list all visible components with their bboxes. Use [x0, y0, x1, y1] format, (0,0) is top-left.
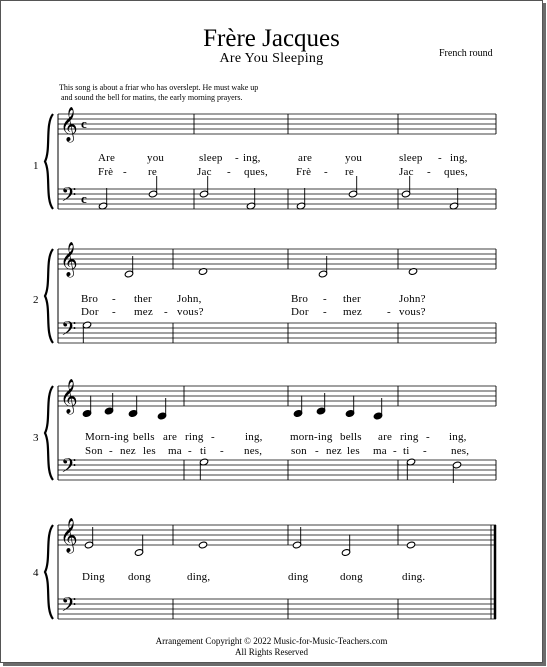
lyric-syllable: re [345, 166, 354, 178]
song-subtitle: Are You Sleeping [219, 51, 324, 66]
bass-clef-icon: 𝄢 [61, 317, 77, 345]
lyric-syllable: - [123, 166, 127, 178]
lyric-syllable: John? [399, 293, 426, 305]
bass-clef-icon: 𝄢 [61, 454, 77, 482]
lyric-syllable: - [323, 293, 327, 305]
lyric-syllable: - [427, 166, 431, 178]
lyric-syllable: vous? [177, 306, 204, 318]
lyric-syllable: morn-ing [290, 431, 333, 443]
system-number-4: 4 [33, 567, 39, 579]
lyric-syllable: mez [134, 306, 153, 318]
lyric-syllable: - [109, 445, 113, 457]
lyric-syllable: ti [403, 445, 410, 457]
bass-clef-icon: 𝄢 [61, 183, 77, 211]
rights-line: All Rights Reserved [235, 647, 308, 657]
lyric-syllable: nes, [244, 445, 263, 457]
lyric-syllable: ques, [444, 166, 468, 178]
grand-staff-brace [45, 386, 53, 480]
lyric-syllable: - [220, 445, 224, 457]
treble-clef-icon: 𝄞 [60, 242, 78, 277]
lyric-syllable: - [426, 431, 430, 443]
lyric-syllable: Jac [197, 166, 212, 178]
lyric-syllable: ing, [245, 431, 263, 443]
lyric-syllable: ther [134, 293, 152, 305]
music-score [1, 1, 542, 662]
lyric-syllable: - [235, 152, 239, 164]
lyric-syllable: ring [400, 431, 419, 443]
treble-clef-icon: 𝄞 [60, 379, 78, 414]
system-number-1: 1 [33, 160, 39, 172]
lyric-syllable: - [324, 166, 328, 178]
lyric-syllable: Frè [296, 166, 312, 178]
system-number-3: 3 [33, 432, 39, 444]
note-head [198, 541, 207, 549]
song-origin: French round [439, 48, 493, 59]
lyric-syllable: ding, [187, 571, 211, 583]
lyric-syllable: you [147, 152, 165, 164]
lyric-syllable: are [163, 431, 178, 443]
lyric-syllable: Son [85, 445, 103, 457]
lyric-syllable: ding. [402, 571, 426, 583]
lyric-syllable: re [148, 166, 157, 178]
lyric-syllable: bells [340, 431, 362, 443]
lyric-syllable: - [112, 306, 116, 318]
lyric-syllable: dong [128, 571, 151, 583]
lyric-syllable: nes, [451, 445, 470, 457]
lyric-syllable: ti [200, 445, 207, 457]
copyright-line: Arrangement Copyright © 2022 Music-for-Music-Teachers.com [155, 636, 388, 646]
lyric-syllable: Dor [81, 306, 99, 318]
lyric-syllable: - [323, 306, 327, 318]
lyric-syllable: les [347, 445, 360, 457]
lyric-syllable: - [387, 306, 391, 318]
song-title: Frère Jacques [203, 25, 340, 52]
lyric-syllable: nez [120, 445, 136, 457]
lyric-syllable: sleep [399, 152, 423, 164]
lyric-syllable: Ding [82, 571, 105, 583]
lyric-syllable: - [211, 431, 215, 443]
lyric-syllable: nez [326, 445, 342, 457]
lyric-syllable: Frè [98, 166, 114, 178]
lyric-syllable: are [378, 431, 393, 443]
lyric-syllable: Are [98, 152, 116, 164]
lyric-syllable: sleep [199, 152, 223, 164]
treble-clef-icon: 𝄞 [60, 107, 78, 142]
grand-staff-brace [45, 249, 53, 343]
bass-clef-icon: 𝄢 [61, 593, 77, 621]
lyric-syllable: Bro [81, 293, 99, 305]
lyric-syllable: ring [185, 431, 204, 443]
lyric-syllable: Morn-ing [85, 431, 129, 443]
lyric-syllable: - [438, 152, 442, 164]
system-number-2: 2 [33, 294, 39, 306]
lyric-syllable: Dor [291, 306, 309, 318]
lyric-syllable: les [143, 445, 156, 457]
lyric-syllable: are [298, 152, 313, 164]
lyric-syllable: bells [133, 431, 155, 443]
common-time-icon: c [81, 116, 87, 131]
lyric-syllable: ther [343, 293, 361, 305]
grand-staff-brace [45, 525, 53, 619]
lyric-syllable: ing, [243, 152, 261, 164]
lyric-syllable: ma [373, 445, 387, 457]
lyric-syllable: Bro [291, 293, 309, 305]
lyric-syllable: - [227, 166, 231, 178]
note-head [406, 541, 415, 549]
lyric-syllable: mez [343, 306, 362, 318]
lyric-syllable: ma [168, 445, 182, 457]
description-line-1: This song is about a friar who has overslept. He must wake up [59, 83, 259, 92]
lyric-syllable: - [164, 306, 168, 318]
lyric-syllable: Jac [399, 166, 414, 178]
lyric-syllable: vous? [399, 306, 426, 318]
lyric-syllable: John, [177, 293, 202, 305]
lyric-syllable: ing, [449, 431, 467, 443]
lyric-syllable: ding [288, 571, 309, 583]
grand-staff-brace [45, 114, 53, 209]
lyric-syllable: you [345, 152, 363, 164]
lyric-syllable: ques, [244, 166, 268, 178]
lyric-syllable: - [423, 445, 427, 457]
common-time-icon: c [81, 191, 87, 206]
lyric-syllable: - [315, 445, 319, 457]
lyric-syllable: son [291, 445, 307, 457]
treble-clef-icon: 𝄞 [60, 518, 78, 553]
lyric-syllable: dong [340, 571, 363, 583]
lyric-syllable: - [393, 445, 397, 457]
description-line-2: and sound the bell for matins, the early morning prayers. [61, 93, 243, 102]
lyric-syllable: ing, [450, 152, 468, 164]
lyric-syllable: - [188, 445, 192, 457]
lyric-syllable: - [112, 293, 116, 305]
